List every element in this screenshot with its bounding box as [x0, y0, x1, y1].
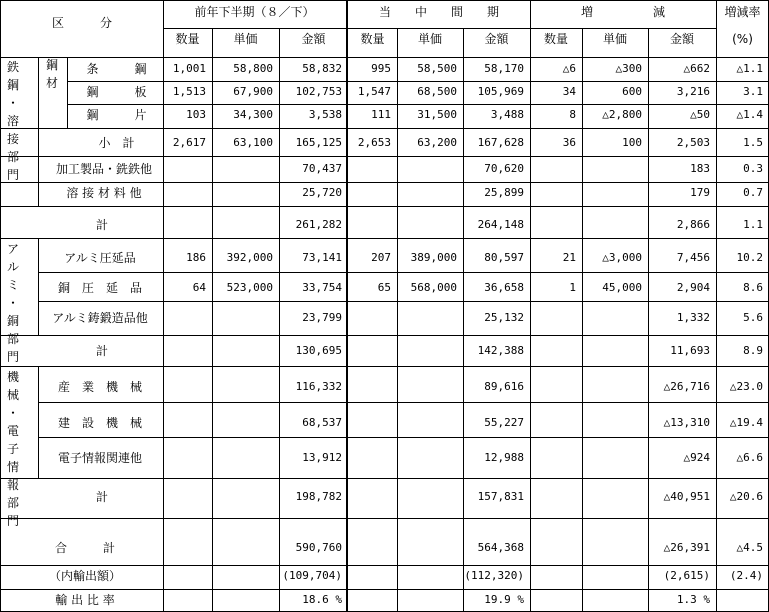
table-cell: 31,500: [417, 108, 457, 121]
table-cell: △6.6: [736, 451, 763, 464]
table-cell: (2,615): [663, 569, 710, 582]
table-cell: 392,000: [226, 251, 273, 264]
table-cell: 8.6: [743, 281, 763, 294]
table-cell: 0.3: [743, 162, 763, 175]
table-cell: 2,617: [172, 136, 206, 149]
table-cell: 12,988: [484, 451, 524, 464]
table-cell: 65: [377, 281, 391, 294]
table-cell: 198,782: [295, 490, 342, 503]
section-alu: ア ル ミ ・ 銅 部 門: [6, 242, 19, 364]
subheader-8: 金額: [669, 32, 694, 46]
table-cell: 89,616: [484, 380, 524, 393]
table-cell: 1,001: [172, 62, 206, 75]
table-cell: 68,537: [302, 416, 342, 429]
row-label: アルミ鋳鍛造品他: [52, 311, 148, 325]
row-label: 条 鋼: [86, 62, 147, 76]
table-cell: 63,100: [233, 136, 273, 149]
table-cell: (2.4): [729, 569, 763, 582]
table-cell: 2,503: [676, 136, 710, 149]
table-cell: 186: [186, 251, 206, 264]
table-cell: △50: [690, 108, 710, 121]
table-cell: 58,800: [233, 62, 273, 75]
table-cell: 116,332: [295, 380, 342, 393]
table-cell: (109,704): [282, 569, 342, 582]
table-cell: 80,597: [484, 251, 524, 264]
table-cell: 1,513: [172, 85, 206, 98]
table-cell: 0.7: [743, 186, 763, 199]
table-cell: 207: [371, 251, 391, 264]
table-cell: 45,000: [602, 281, 642, 294]
table-cell: 36,658: [484, 281, 524, 294]
table-cell: 179: [690, 186, 710, 199]
header-rate: 増減率: [724, 5, 761, 19]
table-cell: (112,320): [464, 569, 524, 582]
table-cell: 68,500: [417, 85, 457, 98]
table-cell: 261,282: [295, 218, 342, 231]
table-cell: 36: [562, 136, 576, 149]
header-prev-half: 前年下半期（８／下）: [194, 5, 315, 19]
table-cell: 183: [690, 162, 710, 175]
row-label: 銅 圧 延 品: [57, 281, 142, 295]
table-cell: △23.0: [729, 380, 763, 393]
table-cell: 995: [371, 62, 391, 75]
table-cell: 8.9: [743, 344, 763, 357]
table-cell: 70,620: [484, 162, 524, 175]
table-cell: △3,000: [602, 251, 642, 264]
table-cell: 103: [186, 108, 206, 121]
table-cell: 105,969: [477, 85, 524, 98]
table-cell: 264,148: [477, 218, 524, 231]
table-cell: △2,800: [602, 108, 642, 121]
table-cell: 23,799: [302, 311, 342, 324]
table-cell: 10.2: [736, 251, 763, 264]
row-label: 計: [95, 490, 108, 504]
table-cell: 33,754: [302, 281, 342, 294]
table-cell: 1.5: [743, 136, 763, 149]
table-cell: 165,125: [295, 136, 342, 149]
table-cell: 2,866: [676, 218, 710, 231]
table-cell: 130,695: [295, 344, 342, 357]
table-cell: 1,332: [676, 311, 710, 324]
table-cell: △26,391: [663, 541, 710, 554]
table-cell: 13,912: [302, 451, 342, 464]
table-cell: 568,000: [410, 281, 457, 294]
table-cell: 3,488: [490, 108, 524, 121]
table-cell: 58,500: [417, 62, 457, 75]
table-cell: 5.6: [743, 311, 763, 324]
table-cell: 1.1: [743, 218, 763, 231]
table-cell: △662: [683, 62, 710, 75]
section-steel-sub: 鋼 材: [45, 58, 58, 90]
table-cell: △6: [562, 62, 576, 75]
table-cell: 167,628: [477, 136, 524, 149]
row-label: 溶 接 材 料 他: [66, 186, 142, 200]
table-cell: △1.4: [736, 108, 763, 121]
table-cell: 18.6 %: [302, 593, 342, 606]
subheader-5: 金額: [484, 32, 509, 46]
subheader-7: 単価: [602, 32, 627, 46]
table-cell: 389,000: [410, 251, 457, 264]
row-label: 輸 出 比 率: [55, 593, 115, 607]
table-cell: 111: [371, 108, 391, 121]
table-cell: 34,300: [233, 108, 273, 121]
table-cell: 1: [569, 281, 576, 294]
subheader-6: 数量: [543, 32, 568, 46]
subheader-1: 単価: [233, 32, 258, 46]
table-cell: 67,900: [233, 85, 273, 98]
table-cell: △1.1: [736, 62, 763, 75]
table-cell: 157,831: [477, 490, 524, 503]
table-cell: 3.1: [743, 85, 763, 98]
table-cell: 600: [622, 85, 642, 98]
table-cell: 1,547: [357, 85, 391, 98]
table-cell: △40,951: [663, 490, 710, 503]
table-cell: △924: [683, 451, 710, 464]
table-cell: 55,227: [484, 416, 524, 429]
subheader-0: 数量: [175, 32, 200, 46]
table-cell: 564,368: [477, 541, 524, 554]
row-label: （内輸出額）: [48, 569, 121, 583]
table-cell: 590,760: [295, 541, 342, 554]
table-cell: 142,388: [477, 344, 524, 357]
header-current: 当 中 間 期: [378, 5, 499, 19]
table-cell: △20.6: [729, 490, 763, 503]
table-cell: 523,000: [226, 281, 273, 294]
table-cell: 3,216: [676, 85, 710, 98]
section-mach: 機 械 ・ 電 子 情 報 部 門: [6, 370, 19, 528]
row-label: 小 計: [98, 136, 135, 150]
table-cell: 34: [562, 85, 576, 98]
row-label: 計: [95, 344, 108, 358]
row-label: 建 設 機 械: [57, 416, 142, 430]
table-cell: 25,720: [302, 186, 342, 199]
table-cell: 100: [622, 136, 642, 149]
table-cell: △26,716: [663, 380, 710, 393]
table-cell: 2,653: [357, 136, 391, 149]
row-label: アルミ圧延品: [64, 251, 136, 265]
row-label: 産 業 機 械: [57, 380, 142, 394]
table-cell: 11,693: [670, 344, 710, 357]
section-steel: 鉄 鋼 ・ 溶 接 部 門: [6, 60, 19, 182]
table-cell: 7,456: [676, 251, 710, 264]
header-category: 区 分: [51, 16, 112, 30]
table-cell: 63,200: [417, 136, 457, 149]
header-diff: 増 減: [580, 5, 665, 19]
table-cell: 102,753: [295, 85, 342, 98]
table-cell: 3,538: [308, 108, 342, 121]
table-cell: 73,141: [302, 251, 342, 264]
table-cell: 25,899: [484, 186, 524, 199]
table-cell: 25,132: [484, 311, 524, 324]
table-cell: 1.3 %: [676, 593, 710, 606]
row-label: 合 計: [54, 541, 115, 555]
table-cell: 70,437: [302, 162, 342, 175]
table-cell: 19.9 %: [484, 593, 524, 606]
table-cell: 58,170: [484, 62, 524, 75]
table-cell: △4.5: [736, 541, 763, 554]
table-cell: 64: [192, 281, 206, 294]
row-label: 加工製品・銑鉄他: [55, 162, 152, 176]
table-cell: 2,904: [676, 281, 710, 294]
table-cell: △13,310: [663, 416, 710, 429]
row-label: 電子情報関連他: [57, 451, 142, 465]
subheader-9: (%): [732, 32, 753, 46]
row-label: 計: [95, 218, 108, 232]
table-cell: △300: [615, 62, 642, 75]
subheader-4: 単価: [417, 32, 442, 46]
subheader-2: 金額: [301, 32, 326, 46]
row-label: 鋼 板: [86, 85, 147, 99]
subheader-3: 数量: [360, 32, 385, 46]
table-cell: 58,832: [302, 62, 342, 75]
row-label: 鋼 片: [86, 108, 147, 122]
table-cell: 21: [562, 251, 576, 264]
table-cell: 8: [569, 108, 576, 121]
table-cell: △19.4: [729, 416, 763, 429]
